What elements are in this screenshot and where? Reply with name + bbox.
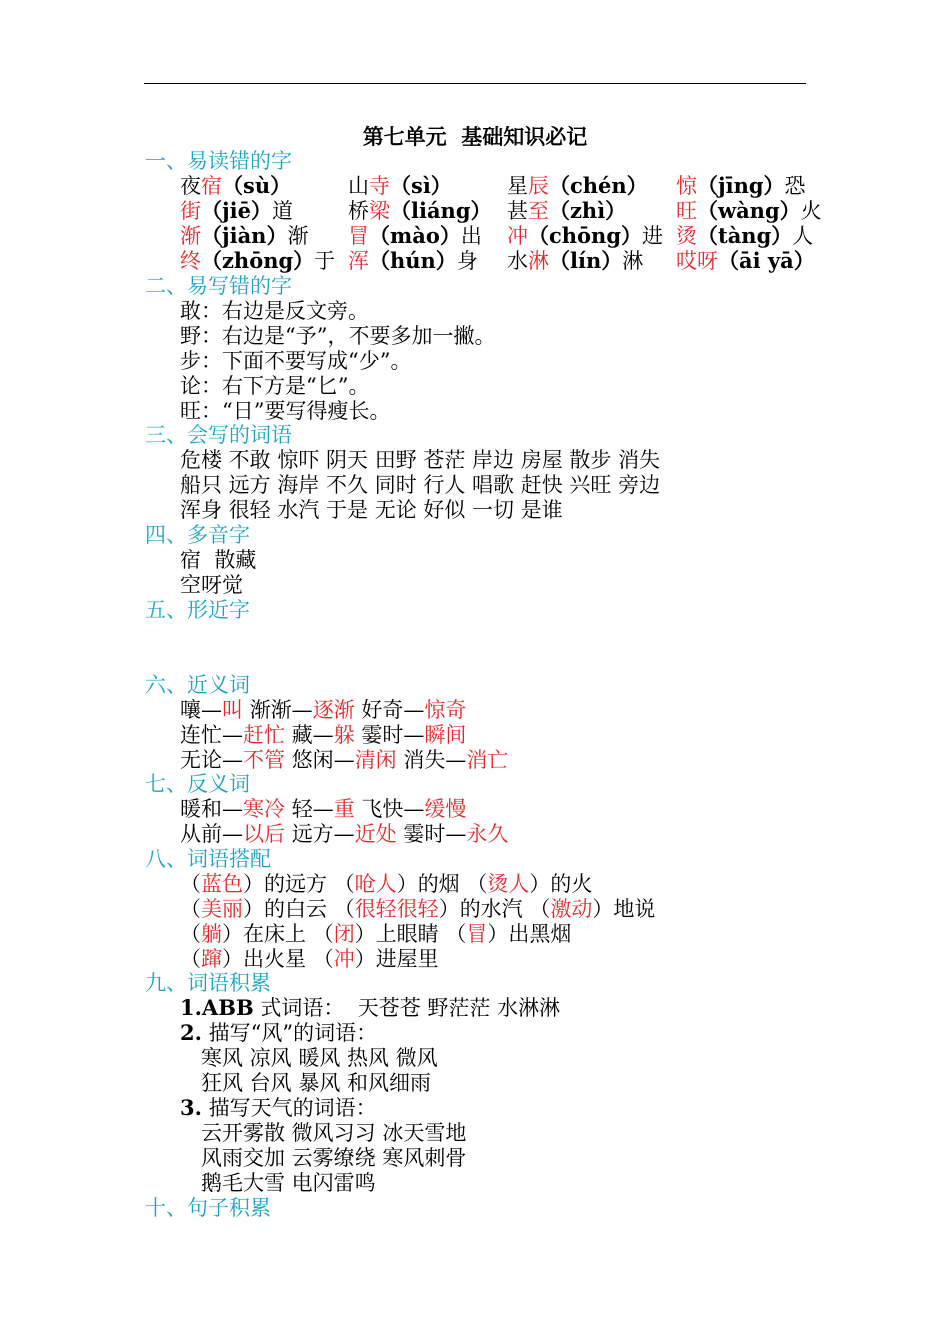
pinyin-text: （chén） — [549, 173, 648, 198]
entry-text: 星 — [507, 174, 528, 198]
pinyin-text: （sù） — [222, 173, 292, 198]
synonym-word: 藏— — [291, 723, 334, 747]
synonym-row — [180, 747, 508, 773]
highlight-char: 冲 — [507, 224, 528, 248]
entry-text: 道 — [271, 199, 293, 223]
pinyin-text: （jiē） — [201, 198, 272, 223]
spelling-note: 旺：“日”要写得瘦长。 — [180, 399, 391, 423]
entry-text: 火 — [800, 199, 822, 223]
pinyin-entry — [348, 248, 478, 274]
synonym-word: 好奇— — [361, 698, 425, 722]
synonym-word: 悠闲— — [291, 748, 355, 772]
collocation-answer: 躺 — [201, 922, 222, 946]
pinyin-entry — [676, 198, 822, 224]
collocation-text: 的远方 — [264, 872, 327, 896]
entry-text: 渐 — [287, 224, 309, 248]
spelling-note: 步：下面不要写成“少”。 — [180, 349, 412, 373]
pinyin-text: （zhōng） — [201, 248, 315, 273]
antonym-answer: 寒冷 — [243, 797, 285, 821]
highlight-char: 终 — [180, 249, 201, 273]
collocation-answer: 冲 — [333, 947, 355, 971]
synonym-answer: 惊奇 — [424, 698, 467, 722]
section-heading-3: 三、会写的词语 — [145, 423, 292, 447]
highlight-char: 辰 — [528, 174, 549, 198]
pinyin-text: （mào） — [369, 223, 461, 248]
weather-words-line: 云开雾散 微风习习 冰天雪地 — [201, 1121, 467, 1145]
entry-text: 于 — [314, 249, 336, 273]
collocation-answer: 美丽 — [201, 897, 243, 921]
collocation-text: 上眼睛 — [375, 922, 439, 946]
entry-text: 进 — [642, 224, 664, 248]
pinyin-text: （liáng） — [390, 198, 492, 223]
antonym-answer: 近处 — [354, 822, 397, 846]
antonym-word: 从前— — [180, 822, 243, 846]
synonym-answer: 赶忙 — [243, 723, 285, 747]
pinyin-entry — [180, 248, 335, 274]
pinyin-text: （āi yā） — [718, 248, 815, 273]
entry-text: 山 — [348, 174, 369, 198]
item-text: 描写天气的词语： — [201, 1096, 377, 1120]
synonym-word: 渐渐— — [249, 698, 313, 722]
item-number: 3. — [180, 1095, 202, 1120]
highlight-char: 街 — [180, 199, 201, 223]
collocation-text: 进屋里 — [375, 947, 439, 971]
highlight-char: 浑 — [348, 249, 369, 273]
pinyin-entry — [507, 248, 643, 274]
vocab-line: 浑身 很轻 水汽 于是 无论 好似 一切 是谁 — [180, 498, 563, 522]
wind-words-line: 寒风 凉风 暖风 热风 微风 — [201, 1046, 438, 1070]
collocation-text: 的白云 — [264, 897, 327, 921]
synonym-word: 霎时— — [361, 723, 425, 747]
pinyin-entry — [676, 173, 806, 199]
vocab-line: 危楼 不敢 惊吓 阴天 田野 苍茫 岸边 房屋 散步 消失 — [180, 448, 661, 472]
entry-text: 水 — [507, 249, 528, 273]
section-heading-1: 一、易读错的字 — [145, 149, 292, 173]
spelling-note: 敢：右边是反文旁。 — [180, 299, 369, 323]
highlight-char: 至 — [528, 199, 549, 223]
entry-text: 身 — [456, 249, 478, 273]
section-heading-9: 九、词语积累 — [145, 971, 271, 995]
wind-words-heading — [180, 1020, 377, 1046]
spelling-note: 野：右边是“予”，不要多加一撇。 — [180, 324, 496, 348]
pinyin-text: （chōng） — [528, 223, 643, 248]
wind-words-line: 狂风 台风 暴风 和风细雨 — [201, 1071, 432, 1095]
entry-text: 淋 — [622, 249, 644, 273]
collocation-answer: 烫人 — [487, 872, 530, 896]
entry-text: 出 — [460, 224, 482, 248]
collocation-row: （蓝色）的远方 （呛人）的烟 （烫人）的火 — [180, 872, 593, 896]
weather-words-heading — [180, 1095, 377, 1121]
synonym-answer: 消亡 — [466, 748, 509, 772]
synonym-row — [180, 697, 466, 723]
page-title: 第七单元 基础知识必记 — [362, 124, 588, 149]
section-heading-7: 七、反义词 — [145, 772, 250, 796]
collocation-answer: 蓝色 — [201, 872, 243, 896]
collocation-row: （美丽）的白云 （很轻很轻）的水汽 （激动）地说 — [180, 897, 656, 921]
pinyin-entry — [507, 223, 663, 249]
collocation-text: 的烟 — [417, 872, 460, 896]
collocation-answer: 激动 — [550, 897, 593, 921]
pinyin-text: （zhì） — [549, 198, 627, 223]
item-number: 2. — [180, 1020, 202, 1045]
section-heading-8: 八、词语搭配 — [145, 847, 271, 871]
pinyin-text: （tàng） — [697, 223, 793, 248]
pinyin-text: （jīng） — [697, 173, 785, 198]
pinyin-entry — [507, 198, 626, 224]
antonym-answer: 永久 — [466, 822, 509, 846]
synonym-answer: 逐渐 — [312, 698, 355, 722]
highlight-char: 梁 — [369, 199, 390, 223]
synonym-answer: 瞬间 — [424, 723, 467, 747]
top-rule — [144, 83, 806, 84]
collocation-row: （蹿）出火星 （冲）进屋里 — [180, 947, 439, 971]
entry-text: 人 — [792, 224, 814, 248]
collocation-text: 的水汽 — [459, 897, 523, 921]
pinyin-entry — [180, 198, 293, 224]
pinyin-text: （jiàn） — [201, 223, 288, 248]
highlight-char: 渐 — [180, 224, 201, 248]
synonym-word: 嚷— — [180, 698, 222, 722]
antonym-answer: 缓慢 — [424, 797, 467, 821]
antonym-answer: 以后 — [243, 822, 285, 846]
collocation-answer: 蹿 — [201, 947, 222, 971]
entry-text: 甚 — [507, 199, 528, 223]
synonym-word: 连忙— — [180, 723, 243, 747]
collocation-text: 地说 — [613, 897, 656, 921]
pinyin-entry — [348, 173, 452, 199]
item-number: 1.ABB — [180, 995, 254, 1020]
synonym-row — [180, 722, 466, 748]
antonym-row — [180, 796, 466, 822]
collocation-row: （躺）在床上 （闭）上眼睛 （冒）出黑烟 — [180, 922, 572, 946]
antonym-word: 暖和— — [180, 797, 243, 821]
synonym-answer: 叫 — [222, 698, 243, 722]
entry-text: 恐 — [784, 174, 806, 198]
section-heading-5: 五、形近字 — [145, 598, 250, 622]
section-heading-2: 二、易写错的字 — [145, 274, 292, 298]
polyphone-line: 宿 散藏 — [180, 548, 257, 572]
pinyin-text: （hún） — [369, 248, 457, 273]
vocab-line: 船只 远方 海岸 不久 同时 行人 唱歌 赶快 兴旺 旁边 — [180, 473, 661, 497]
collocation-text: 的火 — [550, 872, 593, 896]
pinyin-entry — [180, 223, 308, 249]
collocation-text: 在床上 — [243, 922, 306, 946]
highlight-char: 宿 — [201, 174, 222, 198]
collocation-answer: 很轻很轻 — [354, 897, 439, 921]
synonym-word: 消失— — [403, 748, 467, 772]
section-heading-10: 十、句子积累 — [145, 1196, 271, 1220]
pinyin-entry — [180, 173, 291, 199]
pinyin-entry — [348, 198, 492, 224]
collocation-text: 出火星 — [243, 947, 306, 971]
collocation-answer: 闭 — [333, 922, 355, 946]
antonym-row — [180, 821, 508, 847]
section-heading-4: 四、多音字 — [145, 523, 250, 547]
weather-words-line: 风雨交加 云雾缭绕 寒风刺骨 — [201, 1146, 467, 1170]
item-text: 式词语： 天苍苍 野茫茫 水淋淋 — [253, 996, 561, 1020]
synonym-answer: 不管 — [243, 748, 285, 772]
pinyin-entry — [676, 223, 813, 249]
collocation-text: 出黑烟 — [508, 922, 572, 946]
highlight-char: 惊 — [676, 174, 697, 198]
highlight-char: 冒 — [348, 224, 369, 248]
entry-text: 桥 — [348, 199, 369, 223]
item-text: 描写“风”的词语： — [201, 1021, 378, 1045]
pinyin-text: （lín） — [549, 248, 623, 273]
synonym-answer: 躲 — [333, 723, 355, 747]
highlight-char: 淋 — [528, 249, 549, 273]
entry-text: 夜 — [180, 174, 201, 198]
highlight-char: 寺 — [369, 174, 390, 198]
pinyin-entry — [507, 173, 648, 199]
spelling-note: 论：右下方是“匕”。 — [180, 374, 370, 398]
antonym-word: 轻— — [291, 797, 334, 821]
collocation-answer: 呛人 — [354, 872, 397, 896]
synonym-answer: 清闲 — [354, 748, 397, 772]
pinyin-entry — [676, 248, 815, 274]
highlight-char: 旺 — [676, 199, 697, 223]
antonym-word: 远方— — [291, 822, 355, 846]
antonym-word: 霎时— — [403, 822, 467, 846]
collocation-answer: 冒 — [466, 922, 488, 946]
pinyin-text: （wàng） — [697, 198, 801, 223]
pinyin-entry — [348, 223, 482, 249]
highlight-char: 哎呀 — [676, 249, 718, 273]
synonym-word: 无论— — [180, 748, 243, 772]
antonym-word: 飞快— — [361, 797, 425, 821]
section-heading-6: 六、近义词 — [145, 673, 250, 697]
highlight-char: 烫 — [676, 224, 697, 248]
abb-words — [180, 995, 560, 1021]
weather-words-line: 鹅毛大雪 电闪雷鸣 — [201, 1171, 376, 1195]
antonym-answer: 重 — [333, 797, 355, 821]
pinyin-text: （sì） — [390, 173, 452, 198]
polyphone-line: 空呀觉 — [180, 573, 243, 597]
